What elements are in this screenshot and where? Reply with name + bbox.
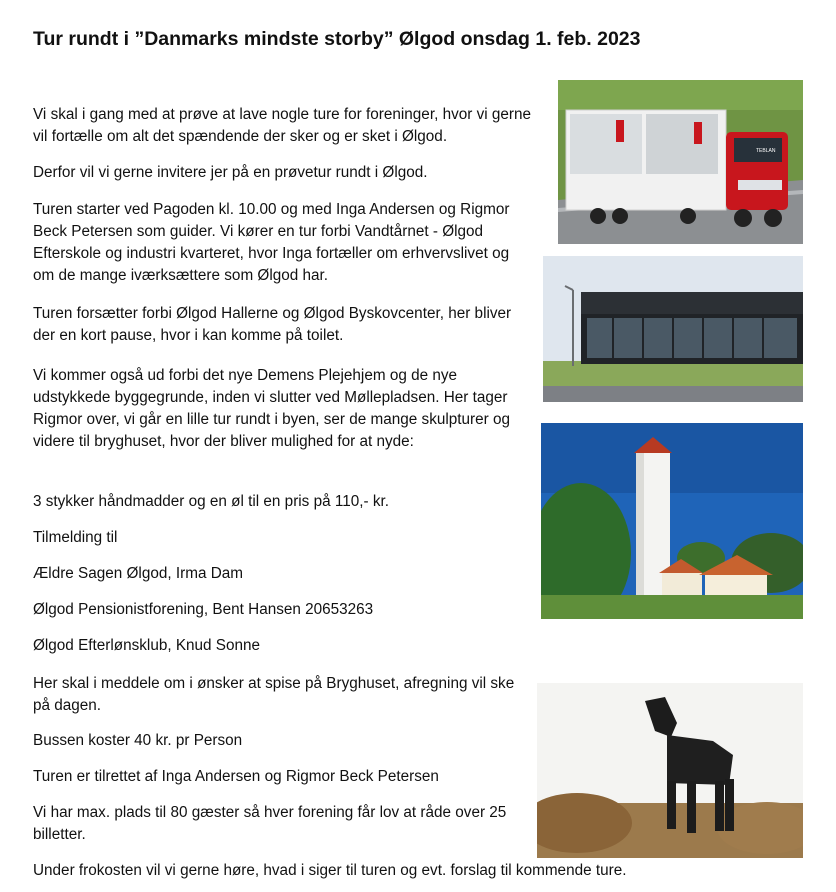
paragraph-signup-heading: Tilmelding til — [33, 529, 118, 546]
horse-sculpture-photo — [537, 683, 803, 858]
paragraph-intro: Vi skal i gang med at prøve at lave nogle ture for foreninger, hvor vi gerne vil fortælle om alt det spændende der sker og er sket i Ølgod. — [33, 106, 531, 145]
paragraph-meal: Her skal i meddele om i ønsker at spise på Bryghuset, afregning vil ske på dagen. — [33, 675, 515, 714]
building-photo — [543, 256, 803, 402]
paragraph-signup-pensionist: Ølgod Pensionistforening, Bent Hansen 20653263 — [33, 601, 374, 618]
paragraph-signup-efterloen: Ølgod Efterlønsklub, Knud Sonne — [33, 637, 261, 654]
paragraph-feedback: Under frokosten vil vi gerne høre, hvad i siger til turen og evt. forslag til kommende ture. — [33, 862, 627, 879]
paragraph-organizers: Turen er tilrettet af Inga Andersen og Rigmor Beck Petersen — [33, 768, 439, 785]
truck-photo — [558, 80, 803, 244]
paragraph-invite: Derfor vil vi gerne invitere jer på en prøvetur rundt i Ølgod. — [33, 164, 428, 181]
truck-text: TEBLAN — [756, 148, 776, 154]
paragraph-start: Turen starter ved Pagoden kl. 10.00 og med Inga Andersen og Rigmor Beck Petersen som guider. Vi kører en tur forbi Vandtårnet - Ølgod Efterskole og industri kvarteret, hvor Inga fortæller om erhvervslivet og om de mange iværksættere som Ølgod har. — [33, 201, 510, 284]
paragraph-bus-price: Bussen koster 40 kr. pr Person — [33, 732, 243, 749]
document-title: Tur rundt i ”Danmarks mindste storby” Ølgod onsdag 1. feb. 2023 — [33, 28, 641, 50]
paragraph-signup-aeldre-sagen: Ældre Sagen Ølgod, Irma Dam — [33, 565, 243, 582]
paragraph-halls: Turen forsætter forbi Ølgod Hallerne og Ølgod Byskovcenter, her bliver der en kort pause, hvor i kan komme på toilet. — [33, 305, 512, 344]
paragraph-price: 3 stykker håndmadder og en øl til en pris på 110,- kr. — [33, 493, 389, 510]
water-tower-photo — [541, 423, 803, 619]
paragraph-route: Vi kommer også ud forbi det nye Demens Plejehjem og de nye udstykkede byggegrunde, inden vi slutter ved Møllepladsen. Her tager Rigmor over, vi går en lille tur rundt i byen, ser de mange skulpturer og videre til bryghuset, hvor der bliver mulighed for at nyde: — [33, 367, 510, 450]
paragraph-capacity: Vi har max. plads til 80 gæster så hver forening får lov at råde over 25 billetter. — [33, 804, 507, 843]
